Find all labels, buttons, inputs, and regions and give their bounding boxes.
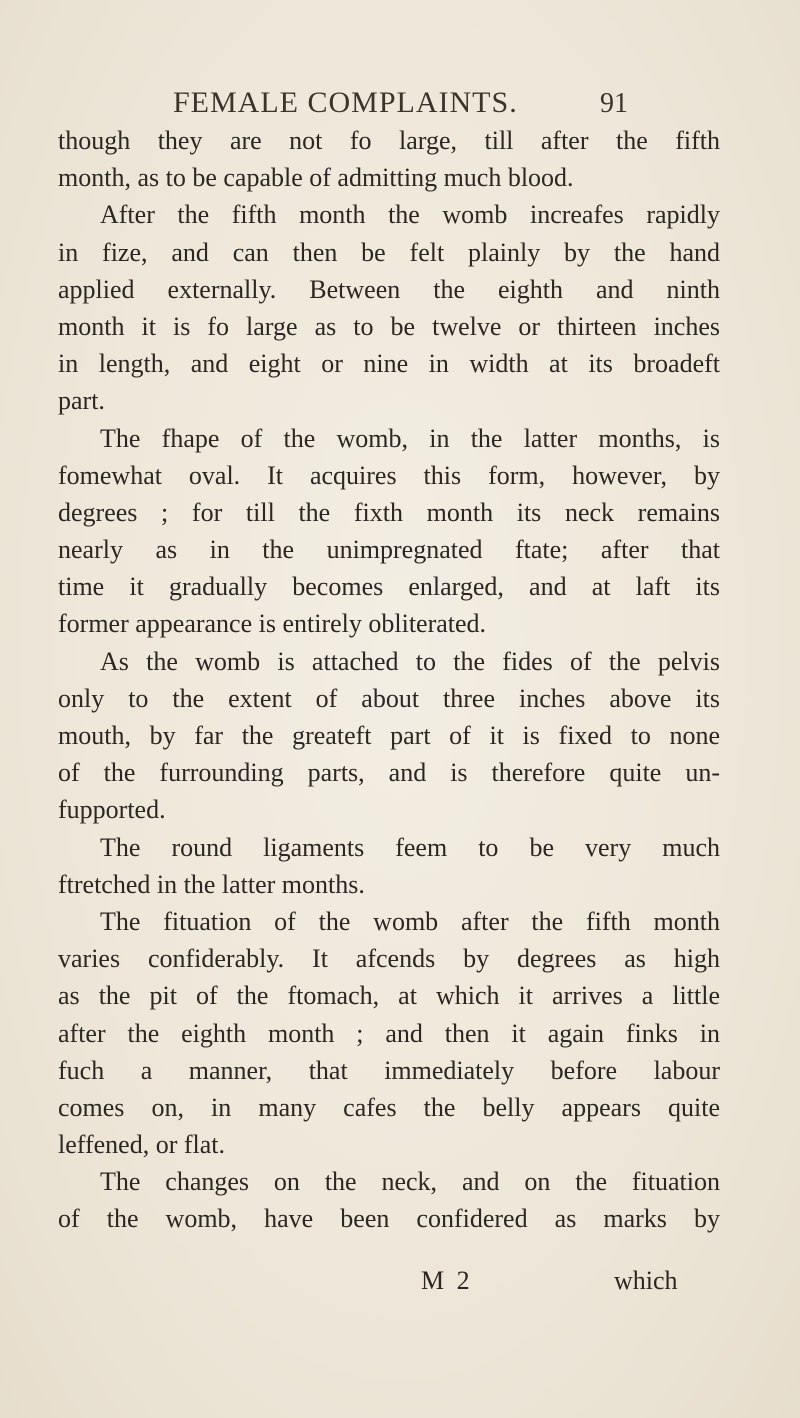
text-line: former appearance is entirely obliterated. (58, 609, 487, 639)
catchword: which (614, 1266, 678, 1295)
text-line: ftretched in the latter months. (58, 869, 365, 899)
text-line: The changes on the neck, and on the fituation (100, 1167, 720, 1197)
text-line: leffened, or flat. (58, 1130, 225, 1160)
text-line: of the womb, have been confidered as marks by (58, 1204, 720, 1234)
body-text (58, 122, 720, 1238)
text-line: fupported. (58, 795, 166, 825)
text-line: after the eighth month ; and then it again finks in (58, 1018, 720, 1048)
text-line: part. (58, 386, 105, 416)
text-line: varies confiderably. It afcends by degrees as high (58, 944, 720, 974)
text-line: The fituation of the womb after the fifth month (100, 906, 720, 936)
text-line: month it is fo large as to be twelve or thirteen inches (58, 311, 720, 341)
text-line: After the fifth month the womb increafes rapidly (100, 200, 720, 230)
text-line: fomewhat oval. It acquires this form, however, by (58, 460, 720, 490)
signature-mark: M 2 (421, 1266, 473, 1295)
text-line: The round ligaments feem to be very much (100, 832, 720, 862)
text-line: applied externally. Between the eighth and ninth (58, 274, 720, 304)
text-line: fuch a manner, that immediately before labour (58, 1055, 720, 1085)
text-line: The fhape of the womb, in the latter months, is (100, 423, 720, 453)
text-line: in fize, and can then be felt plainly by the hand (58, 237, 720, 267)
text-line: time it gradually becomes enlarged, and at laft its (58, 572, 720, 602)
page-number: 91 (600, 88, 628, 119)
text-line: month, as to be capable of admitting much blood. (58, 163, 574, 193)
text-line: mouth, by far the greateft part of it is fixed to none (58, 721, 720, 750)
text-line: degrees ; for till the fixth month its neck remains (58, 497, 720, 527)
text-line: of the furrounding parts, and is therefore quite un- (58, 758, 720, 788)
running-head (0, 86, 800, 126)
text-line: only to the extent of about three inches above its (58, 683, 720, 713)
text-line: as the pit of the ftomach, at which it arrives a little (58, 981, 720, 1011)
text-line: comes on, in many cafes the belly appears quite (58, 1092, 720, 1122)
running-title: FEMALE COMPLAINTS. (173, 86, 518, 119)
text-line: in length, and eight or nine in width at its broadeft (58, 349, 720, 379)
catchline (0, 1266, 800, 1306)
text-line: nearly as in the unimpregnated ftate; after that (58, 535, 720, 565)
text-line: though they are not fo large, till after the fifth (58, 126, 720, 155)
text-line: As the womb is attached to the fides of the pelvis (100, 646, 720, 676)
